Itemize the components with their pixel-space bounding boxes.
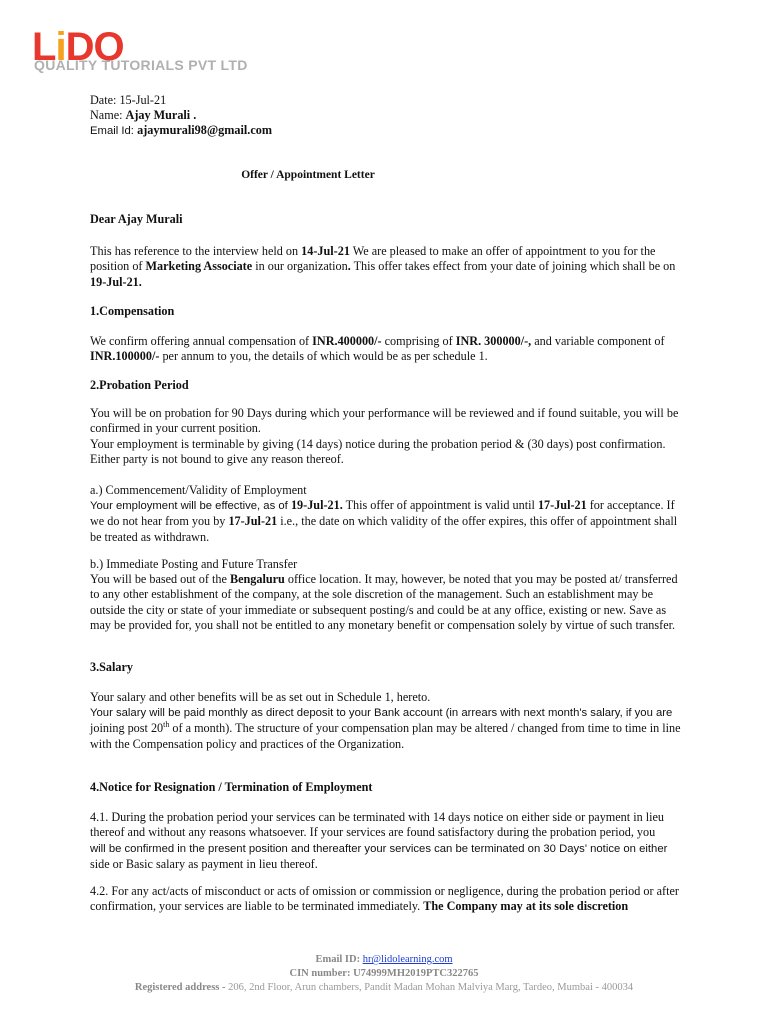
footer-address: Registered address - 206, 2nd Floor, Arun chambers, Pandit Madan Mohan Malviya Marg, Tardeo, Mumbai - 400034: [134, 982, 634, 993]
notice-paragraph-4-2: 4.2. For any act/acts of misconduct or acts of omission or commission or negligence, during the probation period or after confirmation, your services are liable to be terminated immediately. The Company may at its sole discretion: [90, 884, 679, 914]
salary-paragraph-2: Your salary will be paid monthly as direct deposit to your Bank account (in arrears with next month's salary, if you are joining post 20th of a month). The structure of your compensation plan may be altered / changed from time to time in line with the Compensation policy and practices of the Organization.: [90, 707, 681, 751]
valid-until-date: 17-Jul-21: [537, 498, 587, 512]
section-compensation-heading: 1.Compensation: [90, 304, 175, 318]
footer-email-line: Email ID: hr@lidolearning.com: [315, 954, 453, 965]
intro-paragraph: This has reference to the interview held on 14-Jul-21 We are pleased to make an offer of appointment to you for the position of Marketing Associate in our organization. This offer takes effect from your date of joining which shall be on 19-Jul-21.: [90, 244, 676, 289]
interview-date: 14-Jul-21: [301, 244, 350, 258]
fixed-component: INR. 300000/-,: [455, 334, 532, 348]
commencement-heading: a.) Commencement/Validity of Employment: [90, 483, 307, 497]
response-deadline: 17-Jul-21: [228, 514, 278, 529]
name-line: Name: Ajay Murali .: [90, 108, 197, 122]
footer-email-link[interactable]: hr@lidolearning.com: [362, 954, 453, 965]
commencement-paragraph: Your employment will be effective, as of 19-Jul-21. This offer of appointment is valid until 17-Jul-21 for acceptance. If we do not hear from you by 17-Jul-21 i.e., the date on which validity of the offer expires, this offer of appointment shall be treated as withdrawn.: [90, 498, 678, 544]
probation-paragraph-1: You will be on probation for 90 Days during which your performance will be reviewed and if found suitable, you will be confirmed in your current position.: [90, 406, 679, 436]
joining-date: 19-Jul-21.: [90, 274, 142, 289]
letter-title: Offer / Appointment Letter: [241, 169, 375, 181]
sole-discretion-text: The Company may at its sole discretion: [423, 899, 629, 914]
letter-date: 15-Jul-21: [119, 93, 167, 107]
posting-heading: b.) Immediate Posting and Future Transfer: [90, 557, 298, 571]
office-location: Bengaluru: [229, 572, 285, 586]
variable-component: INR.100000/-: [90, 349, 160, 364]
section-probation-heading: 2.Probation Period: [90, 378, 189, 392]
date-line: Date: 15-Jul-21: [90, 93, 167, 107]
recipient-name: Ajay Murali .: [125, 108, 197, 122]
footer-cin: CIN number: U74999MH2019PTC322765: [289, 968, 479, 979]
posting-paragraph: You will be based out of the Bengaluru office location. It may, however, be noted that you may be posted at/ transferred to any other establishment of the company, at the sole discretion of the management. Such an establishment may be outside the city or state of your immediate or subsequent posting/s and could be at any office, existing or new. Save as may be provided for, you shall not be entitled to any monetary benefit or compensation solely by virtue of such transfer.: [90, 572, 678, 632]
annual-compensation: INR.400000/-: [312, 334, 382, 348]
section-notice-heading: 4.Notice for Resignation / Termination of Employment: [90, 780, 373, 794]
recipient-email: ajaymurali98@gmail.com: [137, 123, 272, 137]
compensation-paragraph: We confirm offering annual compensation of INR.400000/- comprising of INR. 300000/-, and variable component of INR.100000/- per annum to you, the details of which would be as per schedule 1.: [90, 334, 665, 364]
salutation: Dear Ajay Murali: [90, 212, 183, 226]
salary-paragraph-1: Your salary and other benefits will be as set out in Schedule 1, hereto.: [90, 690, 431, 704]
effective-date: 19-Jul-21.: [290, 498, 343, 512]
probation-paragraph-2: Your employment is terminable by giving (14 days) notice during the probation period & (30 days) post confirmation. Either party is not bound to give any reason thereof.: [90, 437, 666, 467]
notice-paragraph-4-1: 4.1. During the probation period your services can be terminated with 14 days notice on either side or payment in lieu thereof and without any reasons whatsoever. If your services are found satisfactory during the probation period, you will be confirmed in the present position and thereafter your services can be terminated on 30 Days' notice on either side or Basic salary as payment in lieu thereof.: [90, 810, 668, 871]
email-line: Email Id: ajaymurali98@gmail.com: [90, 123, 272, 137]
position-title: Marketing Associate: [145, 259, 253, 274]
section-salary-heading: 3.Salary: [90, 660, 133, 674]
logo-wordmark: LiDO: [32, 25, 124, 69]
company-name: QUALITY TUTORIALS PVT LTD: [34, 57, 248, 73]
